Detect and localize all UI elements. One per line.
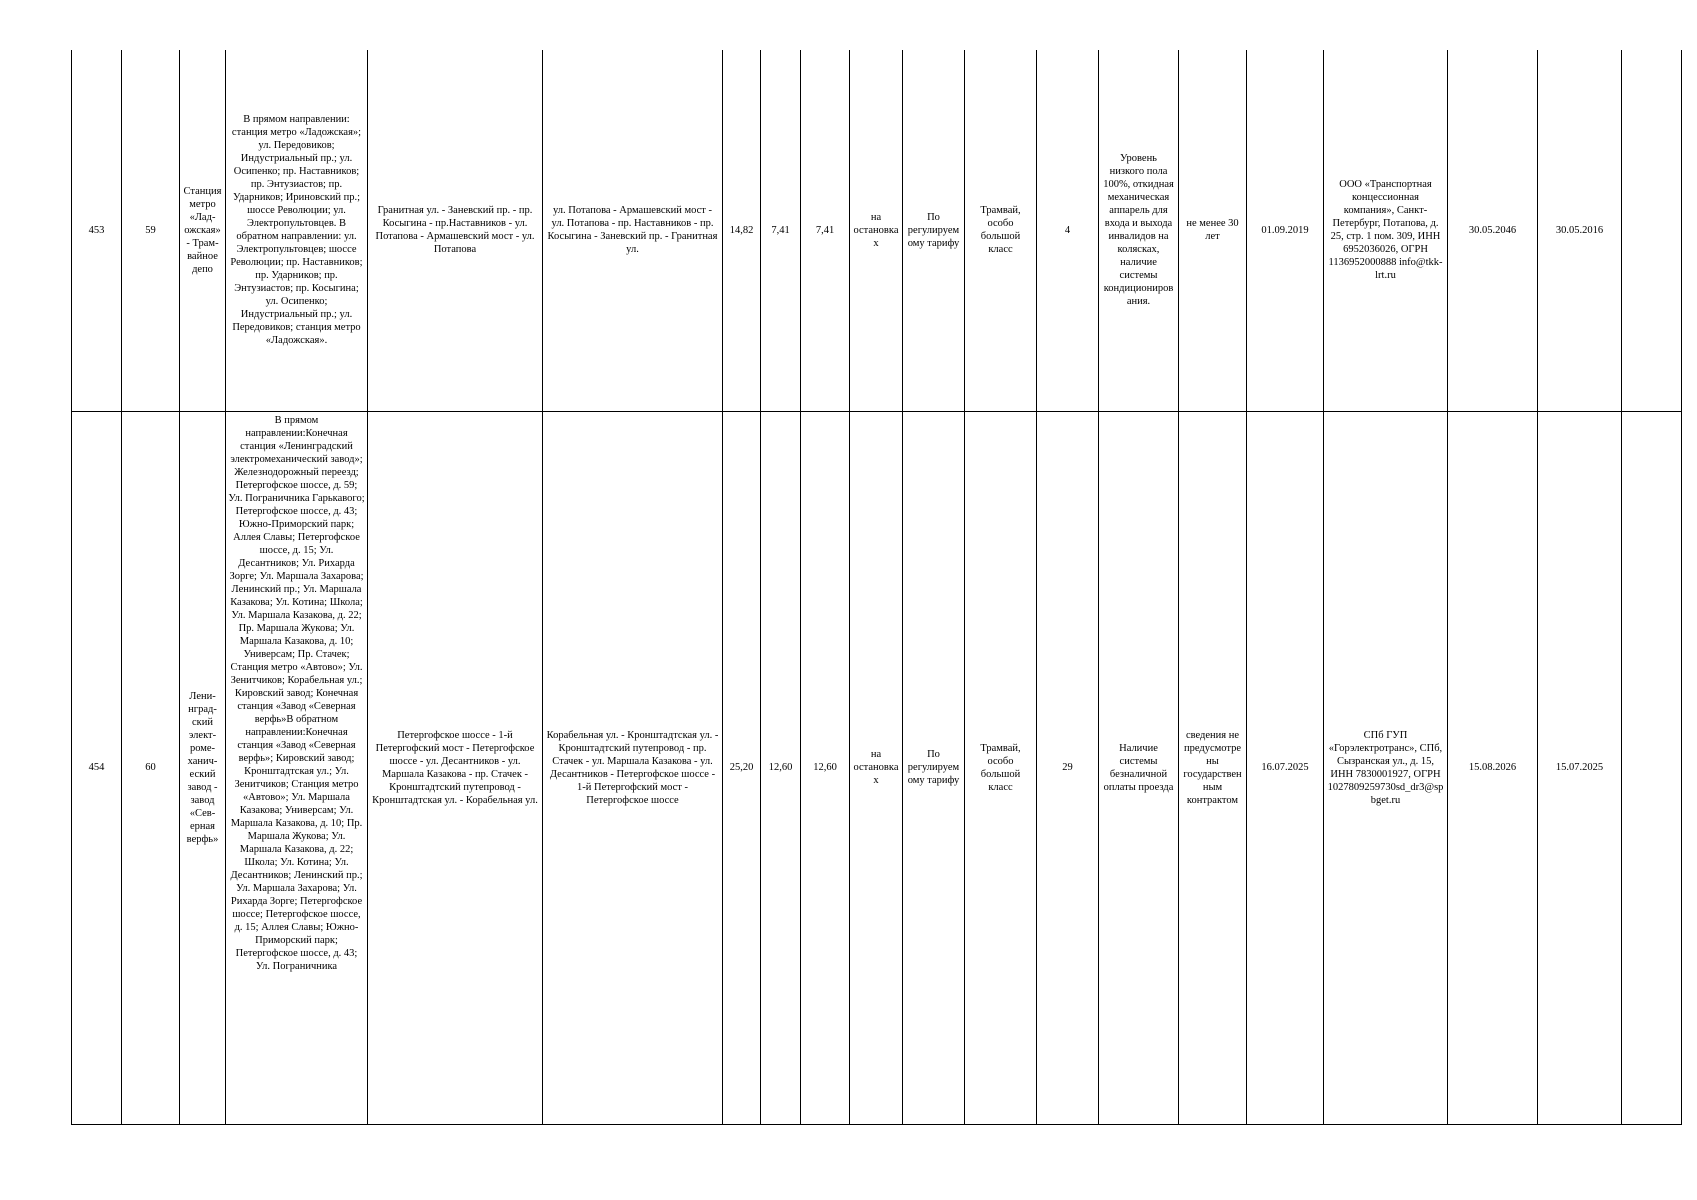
- boarding-order: на остановках: [850, 411, 903, 1124]
- table-row: [72, 411, 1682, 1124]
- boarding-order: на остановках: [850, 50, 903, 411]
- table-row: [72, 50, 1682, 411]
- carrier-info: ООО «Транспортная концессионная компания», Санкт-Петербург, Потапова, д. 25, стр. 1 пом. 309, ИНН 6952036026, ОГРН 1136952000888 info@tkk-lrt.ru: [1324, 50, 1448, 411]
- tariff-type: По регулируемому тарифу: [903, 50, 965, 411]
- route-length-backward: 12,60: [801, 411, 850, 1124]
- path-backward: ул. Потапова - Армашевский мост - ул. Потапова - пр. Наставников - пр. Косыгина - Заневский пр. - Гранитная ул.: [543, 50, 723, 411]
- contract-date: 15.07.2025: [1538, 411, 1622, 1124]
- route-length-total: 25,20: [723, 411, 761, 1124]
- vehicle-count: 4: [1037, 50, 1099, 411]
- vehicle-count: 29: [1037, 411, 1099, 1124]
- extra-cell: [1622, 411, 1682, 1124]
- contract-date: 30.05.2016: [1538, 50, 1622, 411]
- route-number: 59: [122, 50, 180, 411]
- vehicle-type: Трамвай, особо большой класс: [965, 411, 1037, 1124]
- registry-table: [71, 50, 1682, 1125]
- route-length-backward: 7,41: [801, 50, 850, 411]
- route-length-total: 14,82: [723, 50, 761, 411]
- path-forward: Гранитная ул. - Заневский пр. - пр. Косыгина - пр.Наставников - ул. Потапова - Армашевский мост - ул. Потапова: [368, 50, 543, 411]
- route-number: 60: [122, 411, 180, 1124]
- vehicle-characteristics: Уровень низкого пола 100%, откидная механическая аппарель для входа и выхода инвалидов на колясках, наличие системы кондиционирования.: [1099, 50, 1179, 411]
- tariff-type: По регулируемому тарифу: [903, 411, 965, 1124]
- carrier-info: СПб ГУП «Горэлектротранс», СПб, Сызранская ул., д. 15, ИНН 7830001927, ОГРН 1027809259730sd_dr3@spbget.ru: [1324, 411, 1448, 1124]
- route-length-forward: 7,41: [761, 50, 801, 411]
- end-date: 30.05.2046: [1448, 50, 1538, 411]
- vehicle-age: сведения не предусмотрены государственным контрактом: [1179, 411, 1247, 1124]
- route-name: Ленинградский электромеханический завод - завод «Северная верфь»: [180, 411, 226, 1124]
- vehicle-type: Трамвай, особо большой класс: [965, 50, 1037, 411]
- stops-list: В прямом направлении:Конечная станция «Ленинградский электромеханический завод»; Железнодорожный переезд; Петергофское шоссе, д. 59; Ул. Пограничника Гарькавого; Петергофское шоссе, д. 43; Южно-Приморский парк; Аллея Славы; Петергофское шоссе, д. 15; Ул. Десантников; Ул. Рихарда Зорге; Ул. Маршала Захарова; Ленинский пр.; Ул. Маршала Казакова; Ул. Котина; Школа; Ул. Маршала Казакова, д. 22; Пр. Маршала Жукова; Ул. Маршала Казакова, д. 10; Универсам; Пр. Стачек; Станция метро «Автово»; Ул. Зенитчиков; Корабельная ул.; Кировский завод; Конечная станция «Завод «Северная верфь»В обратном направлении:Конечная станция «Завод «Северная верфь»; Кировский завод; Кронштадтская ул.; Ул. Зенитчиков; Станция метро «Автово»; Ул. Маршала Казакова; Универсам; Ул. Маршала Казакова, д. 10; Пр. Маршала Жукова; Ул. Маршала Казакова, д. 22; Школа; Ул. Котина; Ул. Десантников; Ленинский пр.; Ул. Маршала Захарова; Ул. Рихарда Зорге; Петергофское шоссе; Петергофское шоссе, д. 15; Аллея Славы; Южно-Приморский парк; Петергофское шоссе, д. 43; Ул. Пограничника: [228, 414, 365, 972]
- start-date: 16.07.2025: [1247, 411, 1324, 1124]
- end-date: 15.08.2026: [1448, 411, 1538, 1124]
- start-date: 01.09.2019: [1247, 50, 1324, 411]
- path-forward: Петергофское шоссе - 1-й Петергофский мост - Петергофское шоссе - ул. Десантников - ул. Маршала Казакова - пр. Стачек - Кронштадтский путепровод - Кронштадтская ул. - Корабельная ул.: [368, 411, 543, 1124]
- path-backward: Корабельная ул. - Кронштадтская ул. - Кронштадтский путепровод - пр. Стачек - ул. Маршала Казакова - ул. Десантников - Петергофское шоссе - 1-й Петергофский мост - Петергофское шоссе: [543, 411, 723, 1124]
- registration-number: 454: [72, 411, 122, 1124]
- stops-cell: [226, 411, 368, 1124]
- extra-cell: [1622, 50, 1682, 411]
- vehicle-age: не менее 30 лет: [1179, 50, 1247, 411]
- stops-list: В прямом направлении: станция метро «Ладожская»; ул. Передовиков; Индустриальный пр.; ул. Осипенко; пр. Наставников; пр. Энтузиастов; пр. Ударников; Ириновский пр.; шоссе Революции; ул. Электропультовцев. В обратном направлении: ул. Электропультовцев; шоссе Революции; пр. Наставников; пр. Ударников; пр. Энтузиастов; пр. Косыгина; ул. Осипенко; Индустриальный пр.; ул. Передовиков; станция метро «Ладожская».: [226, 50, 368, 411]
- route-name: Станция метро «Ладожская» - Трамвайное депо: [180, 50, 226, 411]
- registration-number: 453: [72, 50, 122, 411]
- vehicle-characteristics: Наличие системы безналичной оплаты проезда: [1099, 411, 1179, 1124]
- route-length-forward: 12,60: [761, 411, 801, 1124]
